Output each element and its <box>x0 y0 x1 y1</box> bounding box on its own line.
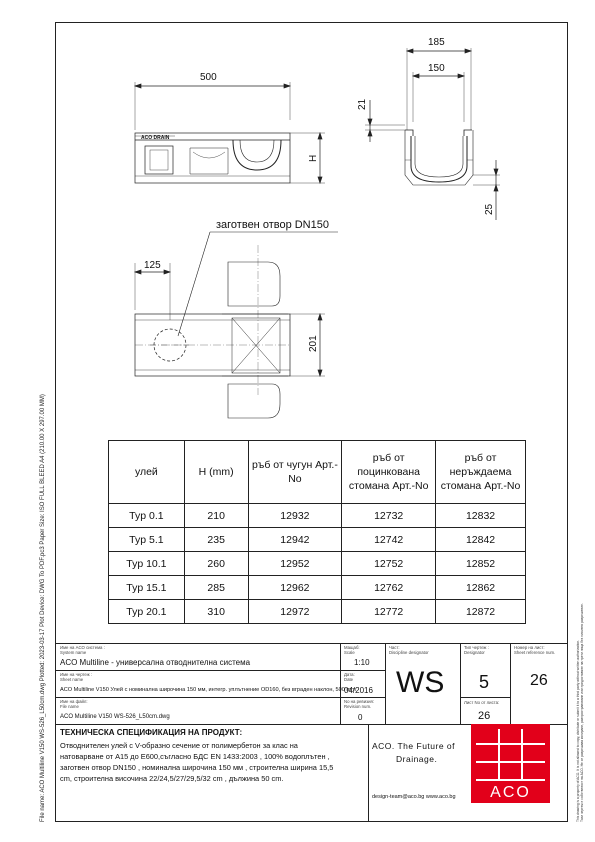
table-cell: 235 <box>184 528 248 552</box>
file-label: Име на файл: <box>60 699 88 704</box>
table-cell: 12932 <box>248 504 342 528</box>
legal-note-line: Този чертеж е собственост на ACO. Не се разрешава копиране, разпространяване или предоставяне на трети лица без писмено разрешение. <box>580 603 584 822</box>
file-info-vertical: File name: ACO Multiline V150 WS-526_L50cm.dwg Plotted: 2023-03-17 Plot Device: DWG To PDF.pc3 Paper Size: ISO FULL BLEED A4 (210.00 X 297.00 MM) <box>40 394 46 822</box>
table-cell: 12872 <box>436 600 526 624</box>
col-header-stainless: ръб от неръждаема стомана Арт.-No <box>436 441 526 504</box>
table-cell: Typ 20.1 <box>109 600 185 624</box>
date-label-en: Date <box>344 677 354 682</box>
file-label-en: File name <box>60 704 79 709</box>
table-cell: 260 <box>184 552 248 576</box>
spec-line: натоварване от А15 до Е600,съгласно БДС EN 1433:2003 , 100% водоплътен , <box>60 752 330 761</box>
type-label-en: Designator <box>464 650 485 655</box>
ref-value: 26 <box>530 672 548 689</box>
table-cell: Typ 15.1 <box>109 576 185 600</box>
scale-value: 1:10 <box>354 658 370 667</box>
table-row <box>109 552 526 576</box>
slogan-line: ACO. The Future of <box>372 741 456 751</box>
part-label-en: Discipline designator <box>389 650 429 655</box>
article-table <box>108 440 526 624</box>
col-header-galvanized: ръб от поцинкована стомана Арт.-No <box>342 441 436 504</box>
sheet-no-label: Лист No от листа: <box>464 700 500 705</box>
table-cell: 12852 <box>436 552 526 576</box>
dim-125: 125 <box>144 260 161 271</box>
logo-text: ACO <box>490 784 531 801</box>
table-cell: 12862 <box>436 576 526 600</box>
table-cell: 12972 <box>248 600 342 624</box>
spec-text <box>60 740 366 784</box>
spec-line: cm, строителна височина 22/24,5/27/29,5/32 cm , дължина 50 cm. <box>60 774 284 783</box>
table-row <box>109 576 526 600</box>
system-label: Име на ACO система : <box>60 645 105 650</box>
sheet-no-value: 26 <box>478 710 491 722</box>
scale-label-en: Scale <box>344 650 355 655</box>
type-value: 5 <box>479 672 490 692</box>
dim-201: 201 <box>308 335 319 352</box>
col-header-height: H (mm) <box>184 441 248 504</box>
aco-logo <box>471 724 550 803</box>
table-cell: 12772 <box>342 600 436 624</box>
part-value: WS <box>396 666 445 699</box>
table-cell: 12742 <box>342 528 436 552</box>
table-cell: 12732 <box>342 504 436 528</box>
sheet-name: ACO Multiline V150 Улей с номинална широчина 150 мм, интегр. уплътнение OD160, без вграден наклон, 500 mm <box>60 687 356 693</box>
table-cell: Typ 5.1 <box>109 528 185 552</box>
spec-line: заготвен отвор DN150 , номинална широчина 150 мм , строителна ширина 15,5 <box>60 763 334 772</box>
scale-label: Мащаб: <box>344 645 360 650</box>
spec-line: Отводнителен улей с V-образно сечение от полимербетон за клас на <box>60 741 298 750</box>
dim-150: 150 <box>428 63 445 74</box>
legal-note-line: This drawing is a property of ACO. It is not allowed to copy, distribute or submit it to a third party without written authorization. <box>576 639 580 822</box>
revision-label-en: Revision num. <box>344 704 372 709</box>
file-name: ACO Multiline V150 WS-526_L50cm.dwg <box>60 714 170 720</box>
table-row <box>109 504 526 528</box>
dim-h: H <box>308 154 319 162</box>
legal-note-vertical <box>576 603 584 822</box>
ref-label-en: Sheet reference num. <box>514 650 556 655</box>
revision-value: 0 <box>358 713 363 722</box>
table-cell: 12952 <box>248 552 342 576</box>
col-header-cast-iron: ръб от чугун Арт.-No <box>248 441 342 504</box>
table-header-row <box>109 441 526 504</box>
table-row <box>109 600 526 624</box>
slogan-line: Drainage. <box>396 754 438 764</box>
table-cell: 210 <box>184 504 248 528</box>
date-label: Дата: <box>344 672 355 677</box>
table-cell: 12942 <box>248 528 342 552</box>
system-label-en: System name <box>60 650 87 655</box>
date-value: 04/2016 <box>344 686 373 695</box>
aco-logo-icon <box>471 724 550 803</box>
type-label: Тип чертеж : <box>464 645 489 650</box>
table-cell: Typ 10.1 <box>109 552 185 576</box>
dim-500: 500 <box>200 72 217 83</box>
col-header-channel: улей <box>109 441 185 504</box>
table-row <box>109 528 526 552</box>
ref-label: Номер на лист: <box>514 645 545 650</box>
dim-25: 25 <box>484 203 495 215</box>
table-cell: 12962 <box>248 576 342 600</box>
system-name: ACO Multiline - универсална отводнителна система <box>60 658 251 667</box>
sheet-label: Име на чертеж : <box>60 672 93 677</box>
aco-drain-label: ACO DRAIN <box>141 135 170 141</box>
table-cell: 12842 <box>436 528 526 552</box>
dim-21: 21 <box>357 98 368 110</box>
revision-label: No на ревизия: <box>344 699 374 704</box>
contact-info: design-team@aco.bg www.aco.bg <box>372 794 456 800</box>
table-cell: 285 <box>184 576 248 600</box>
company-slogan <box>372 740 455 766</box>
callout-opening: заготвен отвор DN150 <box>216 219 329 231</box>
spec-title: ТЕХНИЧЕСКА СПЕЦИФИКАЦИЯ НА ПРОДУКТ: <box>60 728 243 737</box>
part-label: Част: <box>389 645 400 650</box>
table-cell: 12762 <box>342 576 436 600</box>
sheet-label-en: Sheet name <box>60 677 84 682</box>
table-cell: 12832 <box>436 504 526 528</box>
dim-185: 185 <box>428 37 445 48</box>
table-cell: 12752 <box>342 552 436 576</box>
table-cell: 310 <box>184 600 248 624</box>
table-cell: Typ 0.1 <box>109 504 185 528</box>
